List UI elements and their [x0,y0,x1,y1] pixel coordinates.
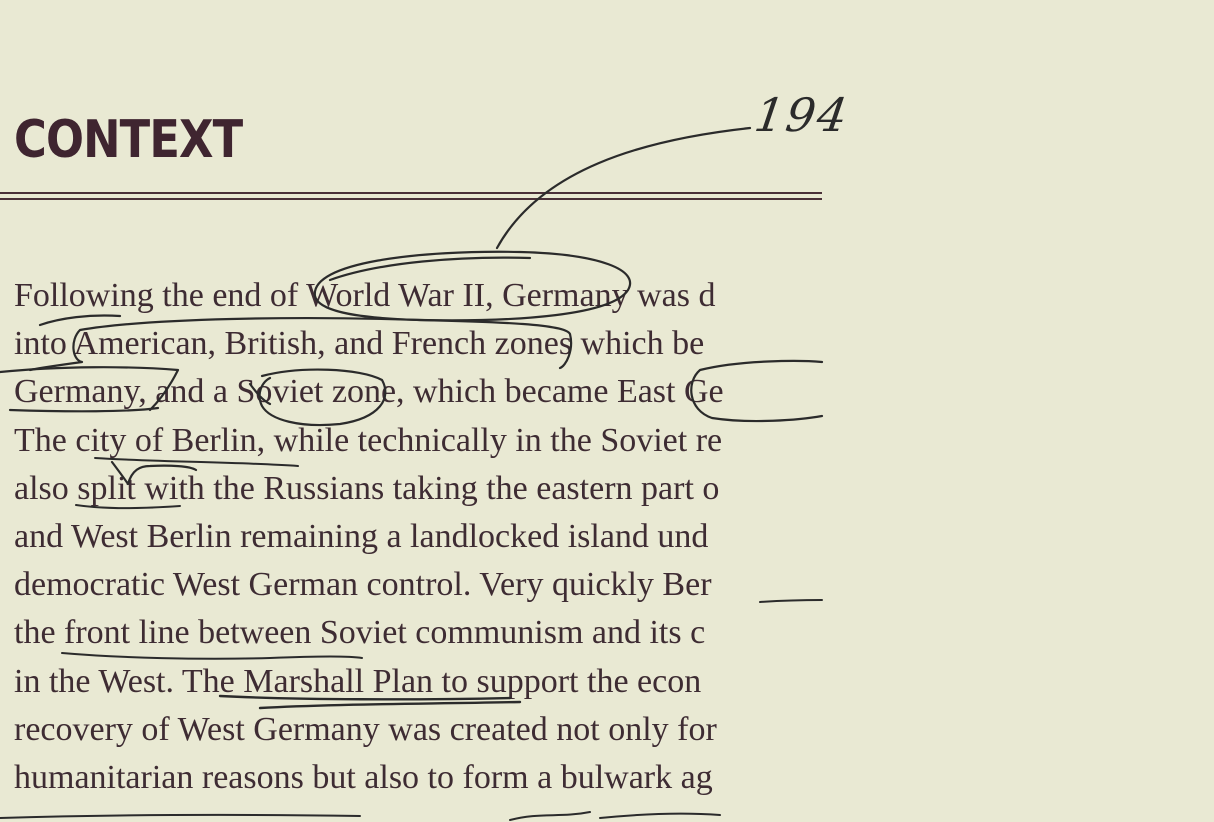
heading-rule-top [0,192,822,194]
annotation-bottom-scribble [0,812,720,820]
paragraph-line: The city of Berlin, while technically in the Soviet re [14,421,723,459]
handwritten-margin-note: 194 [751,88,853,142]
heading-rule-bottom [0,198,822,200]
paragraph-line: Germany, and a Soviet zone, which became East Ge [14,373,724,411]
annotation-connector-line [497,128,750,248]
paragraph-line: democratic West German control. Very quickly Ber [14,566,712,604]
paragraph-line: and West Berlin remaining a landlocked island und [14,517,709,555]
paragraph-line: recovery of West Germany was created not only for [14,710,717,748]
paragraph-line: into American, British, and French zones which be [14,325,705,363]
paragraph-line: also split with the Russians taking the eastern part o [14,469,720,507]
paragraph-line: humanitarian reasons but also to form a bulwark ag [14,758,713,796]
paragraph-line: Following the end of World War II, Germany was d [14,277,716,314]
paragraph-line: in the West. The Marshall Plan to support the econ [14,662,702,700]
section-heading: CONTEXT [14,110,243,170]
body-paragraph [14,272,1214,802]
paragraph-line: the front line between Soviet communism and its c [14,614,706,652]
